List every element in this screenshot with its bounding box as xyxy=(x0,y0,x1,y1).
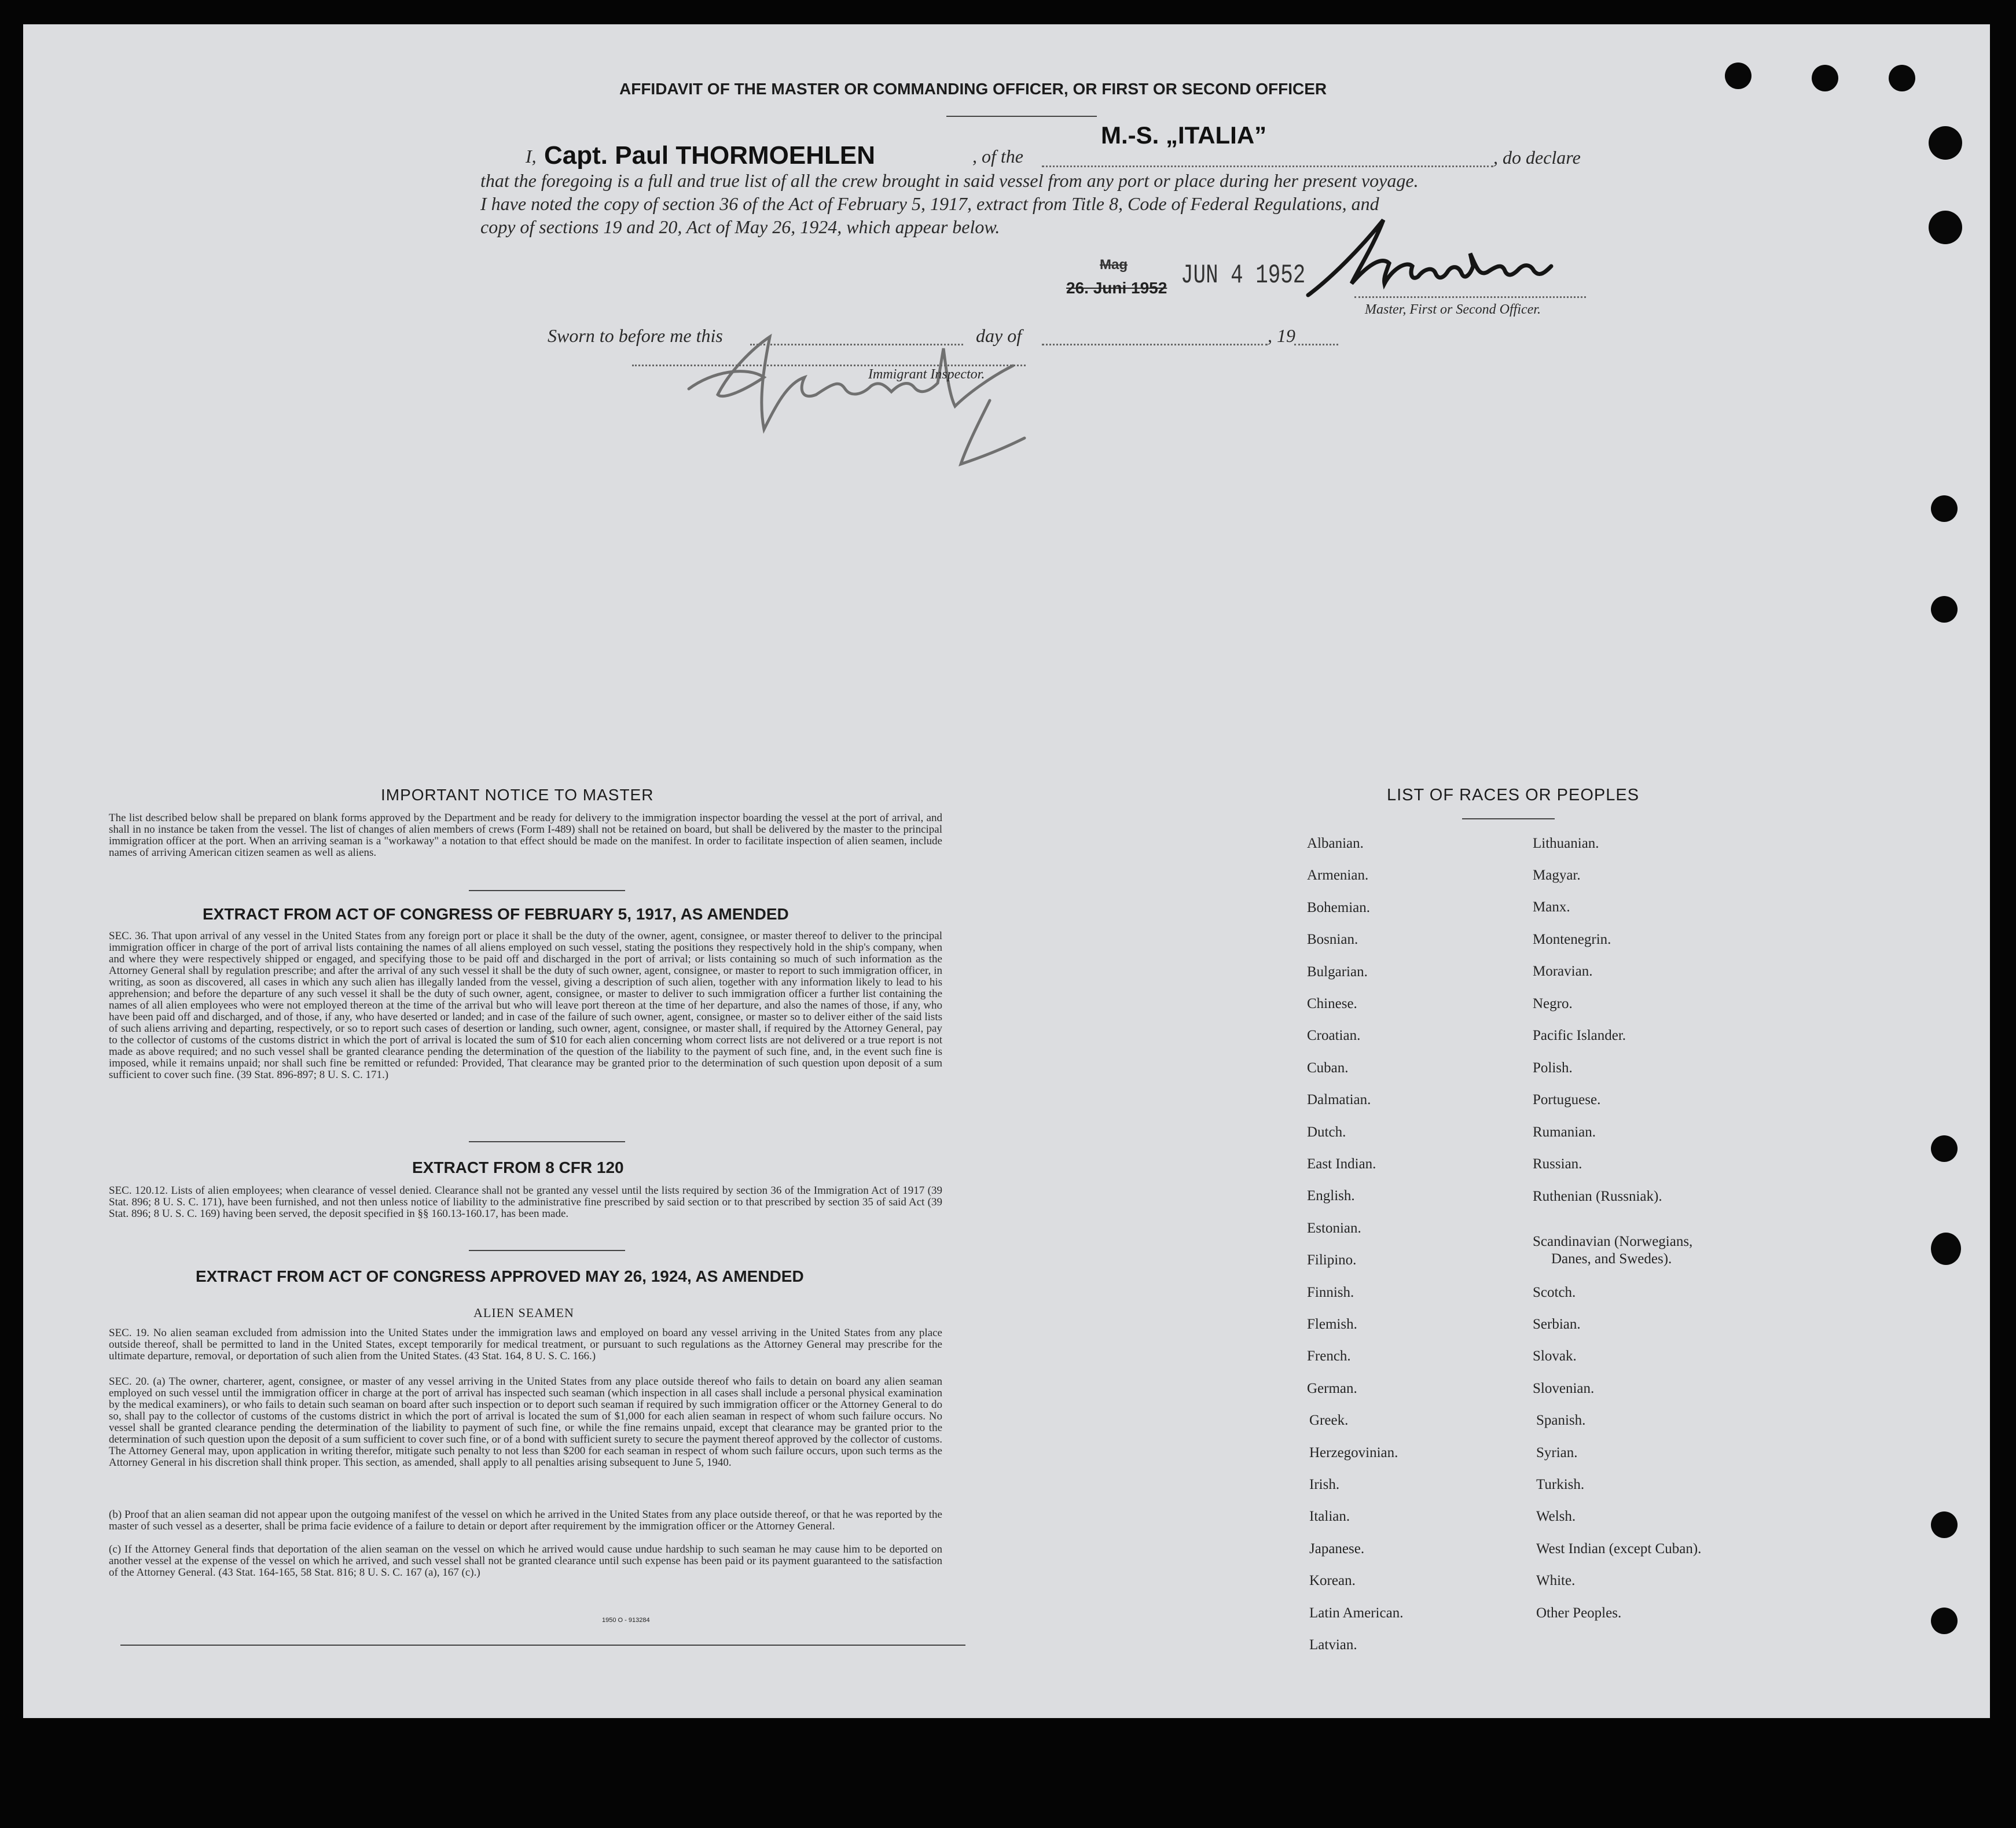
race-item: Rumanian. xyxy=(1533,1124,1596,1140)
race-item: Flemish. xyxy=(1307,1316,1357,1332)
race-item: Syrian. xyxy=(1536,1445,1578,1461)
race-item: Finnish. xyxy=(1307,1284,1354,1300)
race-item: Portuguese. xyxy=(1533,1092,1601,1108)
race-item: Bulgarian. xyxy=(1307,963,1368,980)
vessel-line xyxy=(1042,165,1493,167)
race-item: Greek. xyxy=(1309,1413,1349,1429)
extract-1924-title: EXTRACT FROM ACT OF CONGRESS APPROVED MAY 26, 1924, AS AMENDED xyxy=(196,1267,804,1285)
extract-1924-subtitle: ALIEN SEAMEN xyxy=(473,1305,574,1320)
race-item: Estonian. xyxy=(1307,1220,1361,1236)
race-item: Italian. xyxy=(1309,1509,1350,1525)
of-the-label: , of the xyxy=(972,146,1023,167)
punch-hole xyxy=(1929,211,1962,244)
day-of-label: day of xyxy=(976,325,1022,346)
race-item: Russian. xyxy=(1533,1156,1582,1172)
punch-hole xyxy=(1931,495,1958,522)
race-item: Cuban. xyxy=(1307,1060,1349,1076)
affidavit-title: AFFIDAVIT OF THE MASTER OR COMMANDING OFFICER, OR FIRST OR SECOND OFFICER xyxy=(619,80,1327,98)
divider xyxy=(469,1141,625,1142)
race-item: Moravian. xyxy=(1533,963,1593,979)
sworn-year-line xyxy=(1294,344,1338,345)
race-item: Albanian. xyxy=(1307,836,1364,851)
divider xyxy=(1462,818,1555,819)
race-item: Serbian. xyxy=(1533,1316,1581,1332)
divider xyxy=(469,1250,625,1251)
inspector-caption: Immigrant Inspector. xyxy=(868,367,985,382)
race-item: Scotch. xyxy=(1533,1285,1576,1300)
race-item: Welsh. xyxy=(1536,1509,1576,1524)
affidavit-line-3: I have noted the copy of section 36 of the Act of February 5, 1917, extract from Title 8, Code of Federal Regulations, and xyxy=(480,193,1379,214)
punch-hole xyxy=(1931,596,1958,623)
extract-1924-sec19: SEC. 19. No alien seaman excluded from admission into the United States under the immigration laws and employed on board any vessel arriving in the United States from any place outside thereof, shall be permitted to land in the United States, except temporarily for medical treatment, or pursuant to such regulations as the Attorney General may prescribe for the ultimate departure, removal, or deportation of such alien from the United States. (43 Stat. 164, 8 U. S. C. 166.) xyxy=(109,1327,942,1362)
race-item: French. xyxy=(1307,1348,1351,1364)
race-item: Manx. xyxy=(1533,899,1570,915)
punch-hole xyxy=(1889,65,1915,91)
inspector-signature xyxy=(666,314,1071,476)
race-item: Chinese. xyxy=(1307,996,1357,1012)
race-item: Dutch. xyxy=(1307,1124,1346,1140)
race-item: German. xyxy=(1307,1380,1357,1396)
race-item: Slovak. xyxy=(1533,1348,1577,1364)
bottom-rule xyxy=(120,1645,965,1646)
race-item: Irish. xyxy=(1309,1477,1340,1492)
race-item: Bohemian. xyxy=(1307,899,1371,915)
master-signature xyxy=(1297,208,1598,301)
punch-hole xyxy=(1929,126,1962,160)
struck-word: Mag xyxy=(1100,257,1128,273)
race-item: Bosnian. xyxy=(1307,932,1358,948)
inspector-signature-line xyxy=(632,365,1026,366)
race-item: Pacific Islander. xyxy=(1533,1028,1626,1043)
affidavit-line-2: that the foregoing is a full and true list of all the crew brought in said vessel from any port or place during her present voyage. xyxy=(480,170,1419,191)
race-item: Montenegrin. xyxy=(1533,932,1611,947)
race-item: English. xyxy=(1307,1188,1355,1204)
race-item: Turkish. xyxy=(1536,1477,1585,1492)
race-item: Danes, and Swedes). xyxy=(1551,1251,1672,1267)
race-item: Lithuanian. xyxy=(1533,836,1599,851)
race-item: Other Peoples. xyxy=(1536,1605,1622,1621)
race-item: Magyar. xyxy=(1533,867,1581,883)
vessel-name: M.-S. „ITALIA” xyxy=(1101,122,1267,149)
punch-hole xyxy=(1812,65,1838,91)
affidavit-i: I, xyxy=(526,146,537,167)
race-item: Scandinavian (Norwegians, xyxy=(1533,1234,1693,1249)
race-item: Slovenian. xyxy=(1533,1381,1595,1396)
extract-1924-sec20c: (c) If the Attorney General finds that deportation of the alien seaman on the vessel on which he arrived would cause undue hardship to such seaman he may cause him to be deported on another vessel at the expense of the vessel on which he arrived, and such vessel shall not be granted clearance until such expense has been paid or its payment guaranteed to the satisfaction of the Attorney General. (43 Stat. 164-165, 58 Stat. 816; 8 U. S. C. 167 (a), 167 (c).) xyxy=(109,1543,942,1579)
extract-cfr-title: EXTRACT FROM 8 CFR 120 xyxy=(412,1158,624,1176)
race-item: Latvian. xyxy=(1309,1637,1357,1653)
extract-1924-sec20a: SEC. 20. (a) The owner, charterer, agent, consignee, or master of any vessel arriving in the United States from any place outside thereof who fails to detain on board any alien seaman employed on such vessel until the immigration officer in charge at the port of arrival has inspected such seaman (which inspection in all cases shall include a personal physical examination by the medical examiners), or who fails to detain such seaman on board after such inspection or to deport such seaman if required by such immigration officer or the Attorney General to do so, shall pay to the collector of customs of the customs district in which the port of arrival is located the sum of $1,000 for each alien seaman in respect of whom such failure occurs. No vessel shall be granted clearance pending the determination of the liability to payment of such fine, or while the fine remains unpaid, except that clearance may be granted prior to the determination of such question upon the deposit of a sum sufficient to cover such fine, or of a bond with sufficient surety to secure the payment thereof approved by the collector of customs. The Attorney General may, upon application in writing therefor, mitigate such penalty to not less than $200 for each seaman in respect of whom such failure occurs, upon such terms as the Attorney General in his discretion shall think proper. This section, as amended, shall apply to all penalties arising subsequent to June 5, 1940. xyxy=(109,1375,942,1469)
race-item: Herzegovinian. xyxy=(1309,1444,1398,1461)
race-item: West Indian (except Cuban). xyxy=(1536,1541,1702,1557)
punch-hole xyxy=(1931,1511,1958,1538)
extract-1917-title: EXTRACT FROM ACT OF CONGRESS OF FEBRUARY 5, 1917, AS AMENDED xyxy=(203,905,789,923)
punch-hole xyxy=(1931,1233,1961,1265)
race-item: Japanese. xyxy=(1309,1540,1365,1557)
race-item: East Indian. xyxy=(1307,1156,1376,1172)
master-signature-line xyxy=(1354,296,1586,298)
do-declare-label: , do declare xyxy=(1493,147,1581,168)
punch-hole xyxy=(1931,1608,1958,1634)
struck-date: 26. Juni 1952 xyxy=(1066,279,1167,297)
extract-1924-sec20b: (b) Proof that an alien seaman did not appear upon the outgoing manifest of the vessel on which he arrived in the United States from any place outside thereof, or that he was reported by the master of such vessel as a deserter, shall be prima facie evidence of a failure to detain or deport after requirement by the immigration officer or the Attorney General. xyxy=(109,1509,942,1532)
divider xyxy=(946,116,1097,117)
race-item: Latin American. xyxy=(1309,1605,1404,1621)
date-stamp: JUN 4 1952 xyxy=(1181,260,1306,290)
punch-hole xyxy=(1931,1135,1958,1162)
document-page xyxy=(23,24,1990,1718)
race-item: Armenian. xyxy=(1307,867,1369,884)
race-item: Croatian. xyxy=(1307,1028,1361,1044)
master-caption: Master, First or Second Officer. xyxy=(1365,302,1541,317)
notice-body: The list described below shall be prepared on blank forms approved by the Department and be ready for delivery to the immigration inspector boarding the vessel at the port of arrival, and shall in no instance be taken from the vessel. The list of changes of alien members of crews (Form I-489) shall not be retained on board, but shall be delivered by the master to the principal immigration officer at the port. When an arriving seaman is a "workaway" a notation to that effect should be made on the manifest. In order to facilitate inspection of alien seamen, include names of arriving American citizen seamen as well as aliens. xyxy=(109,812,942,859)
race-item: Negro. xyxy=(1533,996,1573,1012)
race-item: Polish. xyxy=(1533,1060,1573,1076)
sworn-month-line xyxy=(1042,344,1268,345)
race-item: White. xyxy=(1536,1573,1576,1588)
extract-cfr-body: SEC. 120.12. Lists of alien employees; when clearance of vessel denied. Clearance shall not be granted any vessel until the lists required by section 36 of the Immigration Act of 1917 (39 Stat. 896; 8 U. S. C. 171), have been furnished, and not then unless notice of liability to the administrative fine prescribed by said section or to that prescribed by section 35 of said Act (39 Stat. 896; 8 U. S. C. 169) having been served, the deposit specified in §§ 160.13-160.17, has been made. xyxy=(109,1185,942,1220)
print-code: 1950 O - 913284 xyxy=(602,1617,650,1624)
notice-title: IMPORTANT NOTICE TO MASTER xyxy=(381,786,654,804)
race-item: Korean. xyxy=(1309,1573,1356,1589)
race-item: Ruthenian (Russniak). xyxy=(1533,1189,1662,1204)
punch-hole xyxy=(1725,62,1751,89)
master-name: Capt. Paul THORMOEHLEN xyxy=(544,141,876,170)
race-item: Spanish. xyxy=(1536,1413,1586,1428)
extract-1917-body: SEC. 36. That upon arrival of any vessel in the United States from any foreign port or place it shall be the duty of the owner, agent, consignee, or master thereof to deliver to the principal immigration officer in charge of the port of arrival lists containing the names of all aliens employed on such vessel, stating the positions they respectively hold in the ship's company, when and where they were respectively shipped or engaged, and specifying those to be paid off and discharged in the port of arrival; or lists containing so much of such information as the Attorney General shall by regulation prescribe; and after the arrival of any such vessel it shall be the duty of such owner, agent, consignee, or master to report to such immigration officer, in writing, as soon as discovered, all cases in which any such alien has illegally landed from the vessel, giving a description of such alien, together with any information likely to lead to his apprehension; and before the departure of any such vessel it shall be the duty of such owner, agent, consignee, or master to deliver to such immigration officer a further list containing the names of all alien employees who were not employed thereon at the time of the arrival but who will leave port thereon at the time of her departure, and also the names of those, if any, who have been paid off and discharged, and of those, if any, who have deserted or landed; and in case of the failure of such owner, agent, consignee, or master so to deliver either of the said lists of such aliens arriving and departing, respectively, or so to report such cases of desertion or landing, such owner, agent, consignee, or master shall, if required by the Attorney General, pay to the collector of customs of the customs district in which the port of arrival is located the sum of $10 for each alien concerning whom correct lists are not delivered or a true report is not made as above required; and no such vessel shall be granted clearance pending the determination of the question of the liability to the payment of such fine, and, in the event such fine is imposed, while it remains unpaid; nor shall such fine be remitted or refunded: Provided, That clearance may be granted prior to the determination of such question upon deposit of a sum sufficient to cover such fine. (39 Stat. 896-897; 8 U. S. C. 171.) xyxy=(109,930,942,1081)
sworn-label: Sworn to before me this xyxy=(548,325,723,346)
races-title: LIST OF RACES OR PEOPLES xyxy=(1387,786,1640,804)
race-item: Filipino. xyxy=(1307,1252,1357,1268)
affidavit-line-4: copy of sections 19 and 20, Act of May 26, 1924, which appear below. xyxy=(480,216,1000,237)
divider xyxy=(469,890,625,891)
race-item: Dalmatian. xyxy=(1307,1092,1371,1108)
year-label: , 19 xyxy=(1268,325,1295,346)
